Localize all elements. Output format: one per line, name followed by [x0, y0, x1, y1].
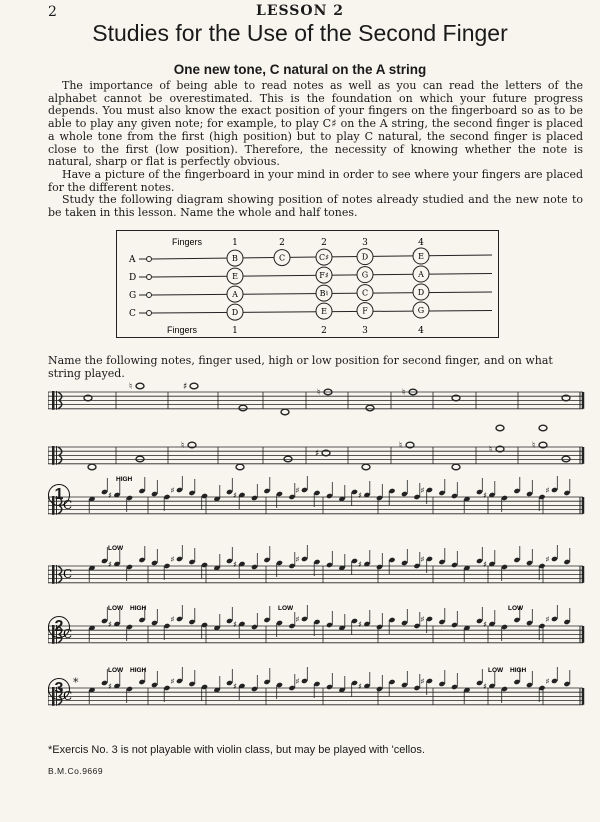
- note-label: B♮: [319, 289, 329, 299]
- open-string-circle: [147, 311, 152, 316]
- whole-note: [239, 405, 247, 411]
- position-marker: LOW: [108, 545, 124, 552]
- position-marker: HIGH: [130, 605, 147, 612]
- accidental: ♯: [108, 620, 112, 629]
- accidental: ♯: [233, 491, 237, 500]
- exercise-intro: Name the following notes, finger used, high or low position for second finger, and on what string played.: [48, 354, 553, 380]
- time-signature: C: [63, 627, 73, 641]
- whole-note: [366, 405, 374, 411]
- string-name: D: [129, 273, 137, 283]
- time-signature: C: [63, 498, 73, 512]
- note-label: D: [231, 308, 239, 318]
- accidental: ♯: [108, 682, 112, 691]
- footnote: *Exercis No. 3 is not playable with violin class, but may be played with 'cellos.: [48, 744, 425, 756]
- finger-number-top: 4: [418, 238, 424, 248]
- fingers-label-top: Fingers: [172, 237, 203, 247]
- accidental: ♮: [399, 441, 403, 451]
- finger-number-bottom: 2: [321, 326, 327, 336]
- note-label: C♯: [319, 253, 329, 263]
- fingers-label-bottom: Fingers: [167, 325, 198, 335]
- note-label: E: [418, 252, 424, 262]
- finger-number-bottom: 1: [232, 326, 238, 336]
- fingerboard-diagram: [116, 230, 499, 338]
- finger-number-top: 2: [321, 238, 327, 248]
- whole-note: [136, 383, 144, 389]
- open-string-circle: [147, 275, 152, 280]
- note-label: F: [362, 306, 368, 316]
- accidental: ♯: [108, 560, 112, 569]
- lesson-heading: LESSON 2: [255, 3, 345, 19]
- note-label: A: [418, 270, 424, 280]
- accidental: ♯: [358, 491, 362, 500]
- accidental: ♯: [420, 677, 425, 686]
- exercise-2-label: 2: [48, 616, 70, 638]
- accidental: ♯: [483, 682, 487, 691]
- staff-5: [48, 605, 583, 644]
- staff-1: [48, 382, 583, 431]
- accidental: ♯: [483, 491, 487, 500]
- note-label: G: [417, 306, 425, 316]
- clef-bar: [56, 565, 57, 584]
- position-marker: LOW: [108, 605, 124, 612]
- whole-note: [136, 456, 144, 462]
- position-marker: LOW: [508, 605, 524, 612]
- staff-4: [48, 545, 583, 584]
- accidental: ♯: [358, 560, 362, 569]
- accidental: ♮: [129, 382, 133, 392]
- page-title: Studies for the Use of the Second Finger: [92, 20, 508, 46]
- accidental: ♮: [489, 445, 493, 455]
- accidental: ♯: [483, 620, 487, 629]
- exercise-1-label: 1: [48, 484, 70, 506]
- accidental: ♮: [317, 388, 321, 398]
- note-label: C: [361, 288, 369, 298]
- whole-note: [236, 464, 244, 470]
- page-number: 2: [48, 4, 57, 20]
- paragraph-3: Study the following diagram showing position of notes already studied and the new note to be taken in this lesson. Name the whole and half tones.: [48, 193, 583, 220]
- accidental: ♯: [358, 682, 362, 691]
- note-label: A: [232, 290, 238, 300]
- accidental: ♯: [183, 382, 188, 392]
- accidental: ♯: [358, 620, 362, 629]
- note-label: E: [321, 307, 327, 317]
- finger-number-top: 1: [232, 238, 238, 248]
- paragraph-2: Have a picture of the fingerboard in your mind in order to see where your fingers are placed for the different notes.: [48, 167, 583, 194]
- accidental: ♮: [181, 441, 185, 451]
- paragraph-1: The importance of being able to read notes as well as you can read the letters of the alphabet cannot be overestimated. This is the foundation on which your future progress depends. You must also know the exact position of your fingers on the fingerboard so as to be able to play any given note; for example, to play C♯ on the A string, the second finger is placed a whole tone from the first (high position) but to play C natural, the second finger is placed close to the first (low position). Therefore, the necessity of knowing whether the note is natural, sharp or flat is perfectly obvious.: [48, 79, 583, 169]
- staff-2: [48, 441, 583, 470]
- accidental: ♯: [420, 555, 425, 564]
- accidental: ♯: [170, 555, 175, 564]
- note-label: C: [278, 253, 286, 263]
- whole-note: [539, 425, 547, 431]
- accidental: ♯: [108, 491, 112, 500]
- open-string-circle: [147, 293, 152, 298]
- finger-number-top: 2: [279, 238, 285, 248]
- time-signature: C: [63, 689, 73, 703]
- exercise-3-label: 3: [48, 678, 70, 700]
- accidental: ♯: [233, 682, 237, 691]
- accidental: ♯: [545, 555, 550, 564]
- time-signature: C: [63, 567, 73, 581]
- note-label: D: [417, 288, 425, 298]
- position-marker: HIGH: [116, 476, 133, 483]
- accidental: ♯: [315, 449, 320, 459]
- position-marker: HIGH: [510, 667, 527, 674]
- accidental: ♮: [532, 441, 536, 451]
- whole-note: [281, 409, 289, 415]
- position-marker: HIGH: [130, 667, 147, 674]
- accidental: ♯: [483, 560, 487, 569]
- whole-note: [496, 425, 504, 431]
- open-string-circle: [147, 257, 152, 262]
- accidental: ♯: [295, 677, 300, 686]
- clef-bar: [52, 391, 55, 410]
- position-marker: LOW: [488, 667, 504, 674]
- whole-note: [190, 383, 198, 389]
- accidental: ♯: [545, 677, 550, 686]
- accidental: ♮: [402, 388, 406, 398]
- note-label: E: [232, 272, 238, 282]
- note-label: B: [232, 254, 238, 264]
- accidental: ♯: [295, 615, 300, 624]
- clef-bar: [52, 446, 55, 465]
- accidental: ♯: [233, 620, 237, 629]
- accidental: ♯: [420, 486, 425, 495]
- whole-note: [362, 464, 370, 470]
- finger-number-bottom: 4: [418, 326, 424, 336]
- exercise-3-star: *: [73, 676, 79, 689]
- fingerboard-svg: [117, 231, 500, 339]
- accidental: ♯: [545, 615, 550, 624]
- note-label: D: [361, 252, 369, 262]
- accidental: ♯: [233, 560, 237, 569]
- whole-note: [452, 464, 460, 470]
- accidental: ♯: [170, 486, 175, 495]
- whole-note: [88, 464, 96, 470]
- finger-number-top: 3: [362, 238, 368, 248]
- string-name: G: [129, 291, 137, 301]
- string-name: C: [129, 309, 136, 319]
- note-label: G: [361, 270, 369, 280]
- accidental: ♯: [295, 555, 300, 564]
- accidental: ♯: [295, 486, 300, 495]
- clef-bar: [52, 565, 55, 584]
- music-staves: [48, 360, 588, 750]
- accidental: ♯: [170, 677, 175, 686]
- string-name: A: [129, 255, 136, 265]
- finger-number-bottom: 3: [362, 326, 368, 336]
- note-label: F♯: [319, 271, 329, 281]
- body-text: [48, 80, 583, 220]
- clef-bar: [56, 446, 57, 465]
- clef-bar: [56, 391, 57, 410]
- position-marker: LOW: [108, 667, 124, 674]
- whole-note: [562, 456, 570, 462]
- accidental: ♯: [545, 486, 550, 495]
- publisher-code: B.M.Co.9669: [48, 766, 104, 776]
- position-marker: LOW: [278, 605, 294, 612]
- accidental: ♯: [170, 615, 175, 624]
- page-subtitle: One new tone, C natural on the A string: [173, 62, 427, 77]
- accidental: ♯: [420, 615, 425, 624]
- whole-note: [284, 456, 292, 462]
